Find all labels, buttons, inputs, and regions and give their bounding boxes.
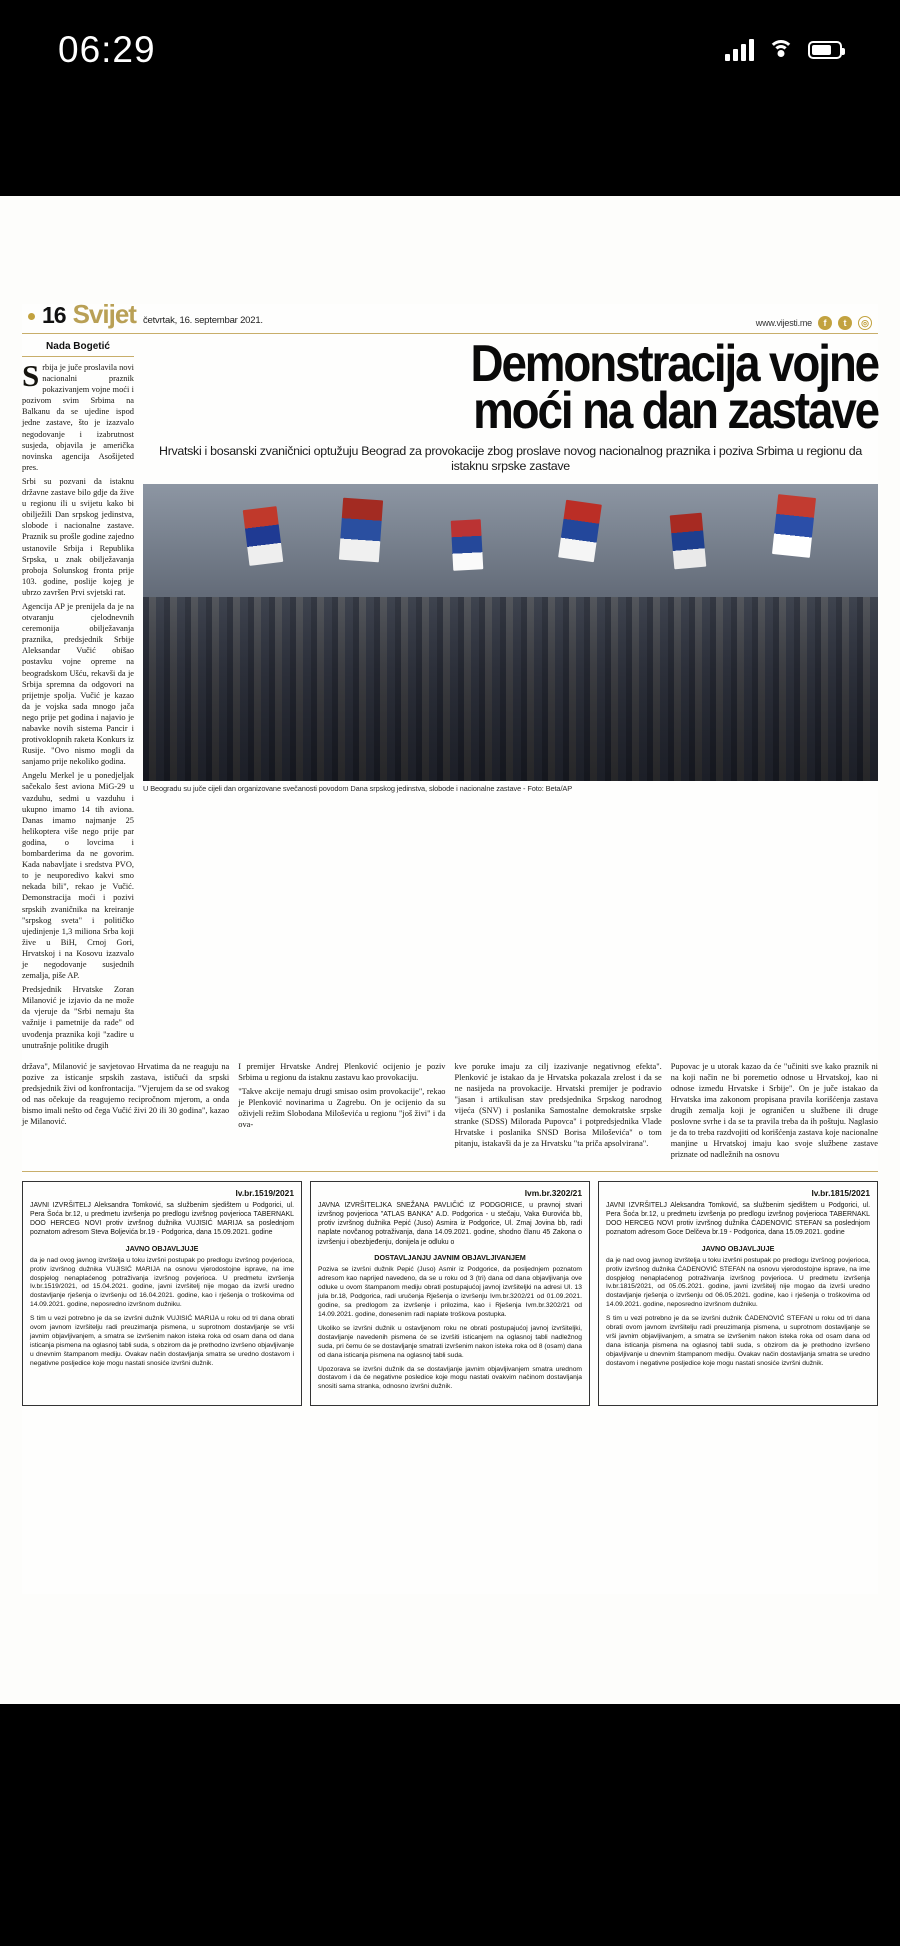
notice-reference: Ivm.br.3202/21 (524, 1187, 582, 1198)
legal-notices (22, 1181, 878, 1407)
headline-line-1: Demonstracija vojne (470, 335, 878, 393)
facebook-icon[interactable]: f (818, 316, 832, 330)
paragraph: kve poruke imaju za cilj izazivanje negativnog efekta". Plenković je istakao da je Hrvatska pokazala zrelost i da se ne nasijeda na provokacije. Hrvatski premijer je podravio "jasan i artikulisan stav predsjednika Srpskog narodnog vijeća (SNV) i poslanika Samostalne demokratske srpske stranke (SDSS) Milorada Pupovca" i potpredsjednika Vlade Hrvatske i poslanika SNSD Borisa Miloševića" o tom pitanju, istakavši da je za Hrvatsku "ta priča apsolvirana". (454, 1061, 662, 1149)
section-divider (22, 1171, 878, 1172)
notice-paragraph: Ukoliko se izvršni dužnik u ostavljenom roku ne obrati postupajućoj javnoj izvršiteljki, dostavljanje navedenih pismena će se izvršiti isticanjem na oglasnoj tabli nadležnog suda, pri čemu će se dostavljanje smatrati izvršenim nakon isteka roka od 8 (osam) dana od dana isticanja pismena na oglasnoj tabli suda. (318, 1324, 582, 1359)
lower-column-4 (671, 1061, 878, 1164)
notice-paragraph: da je nad ovog javnog izvrštelja u toku izvršni postupak po predlogu izvršnog povjerioca, protiv izvršnog dužnika VUJISIĆ MARIJA na osnovu vjerodostojne isprave, na ime dospjelog nenaplaćenog potraživanja izvršnog povjerioca. U predmetu izvršenja Iv.br.1519/2021, od 15.04.2021. godine, javni izvršitelj nije mogao da izvrši uredno dostavljanje rješenja o izvršenju od 16.04.2021. godine, kao i rješenja o troškovima od 14.09.2021. godine, neposredno izvršnom dužniku. (30, 1256, 294, 1309)
battery-icon (808, 41, 842, 59)
masthead (22, 299, 878, 334)
lower-columns (22, 1061, 878, 1164)
status-clock: 06:29 (58, 29, 156, 70)
notice-reference: Iv.br.1815/2021 (811, 1187, 870, 1198)
lower-column-3 (455, 1061, 662, 1164)
paragraph: Pupovac je u utorak kazao da će "učiniti sve kako praznik ni na koji način ne bi poremetio odnose u Hrvatskoj, kao ni odnose između Hrvatske i Srbije". On je juče istakao da Hrvatska ima zakonom propisana pravila korišćenja zastava drugih zemalja koji je ograničen u službene ili druge poslovne svrhe i da se ta pravila treba da ih poštuju. Naglasio je da to treba razdvojiti od korišćenja zastava koje nacionalne manjine u Hrvatskoj imaju kao svoje službene zastave priznate od nadležnih na osnovu (670, 1061, 878, 1160)
flag-icon (243, 506, 284, 566)
masthead-left (28, 299, 263, 330)
notice-title: DOSTAVLJANJU JAVNIM OBJAVLJIVANJEM (374, 1252, 526, 1262)
paragraph: "Takve akcije nemaju drugi smisao osim provokacije", rekao je Plenković novinarima u Zagrebu. On je ocijenio da su oživjeli režim Slobodana Miloševića u regionu "još živi" i da ova- (238, 1086, 446, 1130)
masthead-right (756, 316, 872, 330)
flag-icon (772, 494, 816, 558)
notice-lead: JAVNI IZVRŠITELJ Aleksandra Tomković, sa službenim sjedištem u Podgorici, ul. Pera Šoća br.12, u predmetu izvršenja po predlogu izvršnog povjerioca TABERNAKL DOO HERCEG NOVI protiv izvršnog dužnika VUJISIĆ MARIJA sa poslednjom poznatom adresom Steva Boljevića br.19 - Podgorica, dana 15.09.2021. godine (30, 1201, 294, 1237)
cellular-bars-icon (725, 39, 754, 61)
article-grid (22, 335, 878, 1054)
flag-icon (450, 519, 483, 571)
instagram-icon[interactable]: ◎ (858, 316, 872, 330)
article-deck: Hrvatski i bosanski zvaničnici optužuju Beograd za provokacije zbog proslave novog nacionalnog praznika i poziva Srbima u regionu da istaknu srpske zastave (159, 443, 862, 474)
section-title: Svijet (72, 299, 136, 329)
flag-icon (670, 513, 707, 570)
notice-lead: JAVNA IZVRŠITELJKA SNEŽANA PAVLIČIĆ IZ PODGORICE, u pravnoj stvari izvršnog povjerioca "ATLAS BANKA" A.D. Podgorica - u stečaju, Vaka Đurovića bb, protiv izvršnog dužnika Pepić (Juso) Asmira iz Podgorice, Ul. Zmaj Jovina bb, radi naplate novčanog potraživanja, dana 14.09.2021. godine, shodno članu 45 Zakona o izvršenju i obezbjeđenju, donijela je odluku o (318, 1201, 582, 1246)
left-column-body (22, 358, 134, 1051)
phone-status-bar (0, 0, 900, 100)
paragraph: Angelu Merkel je u ponedjeljak sačekalo šest aviona MiG-29 u vazduhu, sedmi u vazduhu i ukupno imamo 14 tih aviona. Danas imamo najmanje 25 helikoptera više nego prije par godina, o lovcima i bombarderima da ne govorim. Kada nabavljate i sredstva PVO, to je neuporedivo kakvi smo nekada bili", rekao je Vučić. Demonstracija moći i pozivi srpskih zvaničnika na kreiranje "srpskog sveta" i političko ujedinjenje 1,3 miliona Srba koji žive u BiH, Crnoj Gori, Hrvatskoj i na Kosovu izazvalo je negodovanje susjednih zemalja, piše AP. (22, 771, 134, 981)
byline: Nada Bogetić (22, 341, 134, 357)
main-column (143, 335, 878, 1054)
wifi-icon (768, 40, 794, 60)
twitter-icon[interactable]: t (838, 316, 852, 330)
notice-paragraph: da je nad ovog javnog izvrštelja u toku izvršni postupak po predlogu izvršnog povjerioca, protiv izvršnog dužnika ĆADENOVIĆ STEFAN na osnovu vjerodostojne isprave, na ime dospjelog nenaplaćenog potraživanja izvršnog povjerioca. U predmetu izvršenja Iv.br.1815/2021, od 05.05.2021. godine, javni izvršitelj nije mogao da izvrši uredno dostavljanje rješenja o izvršenju od 06.05.2021. godine, kao i rješenja o troškovima od 14.09.2021. godine, neposredno izvršnom dužniku. (606, 1256, 870, 1309)
headline-line-2: moći na dan zastave (473, 381, 878, 440)
notice-paragraph: S tim u vezi potrebno je da se izvršni dužnik VUJISIĆ MARIJA u roku od tri dana obrati ovom javnom izvršitelju radi preuzimanja pismena, u suprotnom dostavljanje se vrši javnim objavljivanjem, a smatra se izvršenim nakon isteka roka od osam dana od dana isticanja pismena na oglasnoj tabli suda, s obzirom da je prethodno izvršeno objavljivanje u dnevnim štampanom mediju. Ovakav način dostavljanja smatra se uredno dostavom i negativne posljedice koje mogu nastati snosiće izvršni dužnik. (30, 1315, 294, 1368)
photo-caption: U Beogradu su juče cijeli dan organizovane svečanosti povodom Dana srpskog jedinstva, slobode i nacionalne zastave - Foto: Beta/AP (143, 784, 573, 794)
notice-paragraph: S tim u vezi potrebno je da se izvršni dužnik ĆADENOVIĆ STEFAN u roku od tri dana obrati ovom javnom izvršitelju radi preuzimanja pismena, u suprotnom dostavljanje se vrši javnim objavljivanjem, a smatra se izvršenim nakon isteka roka od osam dana od dana isticanja pismena na oglasnoj tabli suda, s obzirom da je prethodno izvršeno objavljivanje u dnevnim štampanom mediju. Ovakav način dostavljanja smatra se uredno dostavom i negativne posljedice koje mogu nastati snosiće izvršni dužnik. (606, 1315, 870, 1368)
status-indicators (725, 39, 842, 61)
photo-crowd (143, 597, 878, 781)
issue-date: četvrtak, 16. septembar 2021. (142, 315, 263, 326)
legal-notice (310, 1181, 590, 1407)
legal-notice (22, 1181, 302, 1407)
bullet-icon (28, 313, 35, 320)
paragraph: Srbi su pozvani da istaknu državne zastave bilo gdje da žive u regionu ili u svijetu kako bi obilježili Dan srpskog jedinstva, slobode i nacionalne zastave. Praznik su prošle godine zajedno ustanovile Srbija i Republika Srpska, u znak obilježavanja proboja Solunskog fronta prije 103. godine, poslije kojeg je ubrzo završen Prvi svjetski rat. (22, 476, 134, 597)
lower-column-2 (238, 1061, 445, 1164)
notice-paragraph: Poziva se izvršni dužnik Pepić (Juso) Asmir iz Podgorice, da posljednjem poznatom adresom kao naprijed navedeno, da se u roku od 3 (tri) dana od dana objavljivanja ove odluke u ovom štampanom mediju obrati postupajućoj javnoj izvršiteljki na adresi Ul. 13 jula br.18, Podgorica, radi uručenja Rješenja o izvršenju Ivm.br.3202/21 od 01.09.2021. godine, sa predlogom za izvršenje i prilozima, kao i Rješenja Ivm.br.3202/21 od 14.09.2021. godine, donesenim radi naplate troškova postupka. (318, 1265, 582, 1318)
article-photo (143, 484, 878, 781)
notice-lead: JAVNI IZVRŠITELJ Aleksandra Tomković, sa službenim sjedištem u Podgorici, ul. Pera Šoća br.12, u predmetu izvršenja po predlogu izvršnog povjerioca TABERNAKL DOO HERCEG NOVI protiv izvršnog dužnika ĆADENOVIĆ STEFAN sa poslednjom poznatom adresom Goce Delčeva br.19 - Podgorica, dana 15.09.2021. godine (606, 1201, 870, 1237)
notice-paragraph: Upozorava se izvršni dužnik da se dostavljanje javnim objavljivanjem smatra urednom dostavom i da će negativne posledice koje mogu nastati ovakvim načinom dostavljanja snositi sama stranka, odnosno izvršni dužnik. (318, 1365, 582, 1391)
flag-icon (339, 498, 383, 563)
newspaper-sheet (22, 299, 878, 1594)
headline (231, 335, 878, 440)
notice-title: JAVNO OBJAVLJUJE (125, 1243, 199, 1253)
paragraph: država", Milanović je savjetovao Hrvatima da ne reaguju na pozive za isticanje srpskih zastava, ističući da srpski predsjednik živi od konfrontacija. "Vjerujem da se od svakog od nas očekuje da reagujemo recipročnom mjerom, a onda bismo imali nešto od čega Vučić živi 20 ili 30 godina", kazao je Milanović. (22, 1061, 230, 1127)
lead-paragraph: Srbija je juče proslavila novi nacionalni praznik pokazivanjem vojne moći i pozivom svim Srbima na Balkanu da se ujedine ispod jedne zastave, što je izazvalo negodovanje i izabrutnost susjeda, objavila je američka novinska agencija Asošijeted pres. (22, 358, 134, 472)
lower-column-1 (22, 1061, 229, 1164)
left-column (22, 341, 134, 1054)
paragraph: Agencija AP je prenijela da je na otvaranju cjelodnevnih ceremonija obilježavanja praznika, predsjednik Srbije Aleksandar Vučić obišao postavku vojne opreme na beogradskom Ušću, rekavši da je Srbija spremna da odgovori na prijetnje spolja. Vučić je kazao da je vojska sada mnogo jača nego prije pet godina i najavio je nabavke novih sistema Pancir i protivoklopnih raketa Konkurs iz Rusije. "Ovo nismo mogli da sanjamo prije nekoliko godina. (22, 601, 134, 767)
paragraph: I premijer Hrvatske Andrej Plenković ocijenio je poziv Srbima u regionu da istaknu zastavu kao provokaciju. (238, 1061, 446, 1082)
newspaper-page-scan[interactable] (0, 196, 900, 1704)
page-number: 16 (42, 302, 66, 328)
notice-reference: Iv.br.1519/2021 (235, 1187, 294, 1198)
notice-title: JAVNO OBJAVLJUJE (701, 1243, 775, 1253)
paragraph: Predsjednik Hrvatske Zoran Milanović je izjavio da ne može da vjeruje da "Srbi nemaju šta važnije i pametnije da rade" od uvođenja praznika koji "zadire u unutrašnje politike drugih (22, 985, 134, 1050)
legal-notice (598, 1181, 878, 1407)
website-url[interactable]: www.vijesti.me (755, 318, 812, 328)
